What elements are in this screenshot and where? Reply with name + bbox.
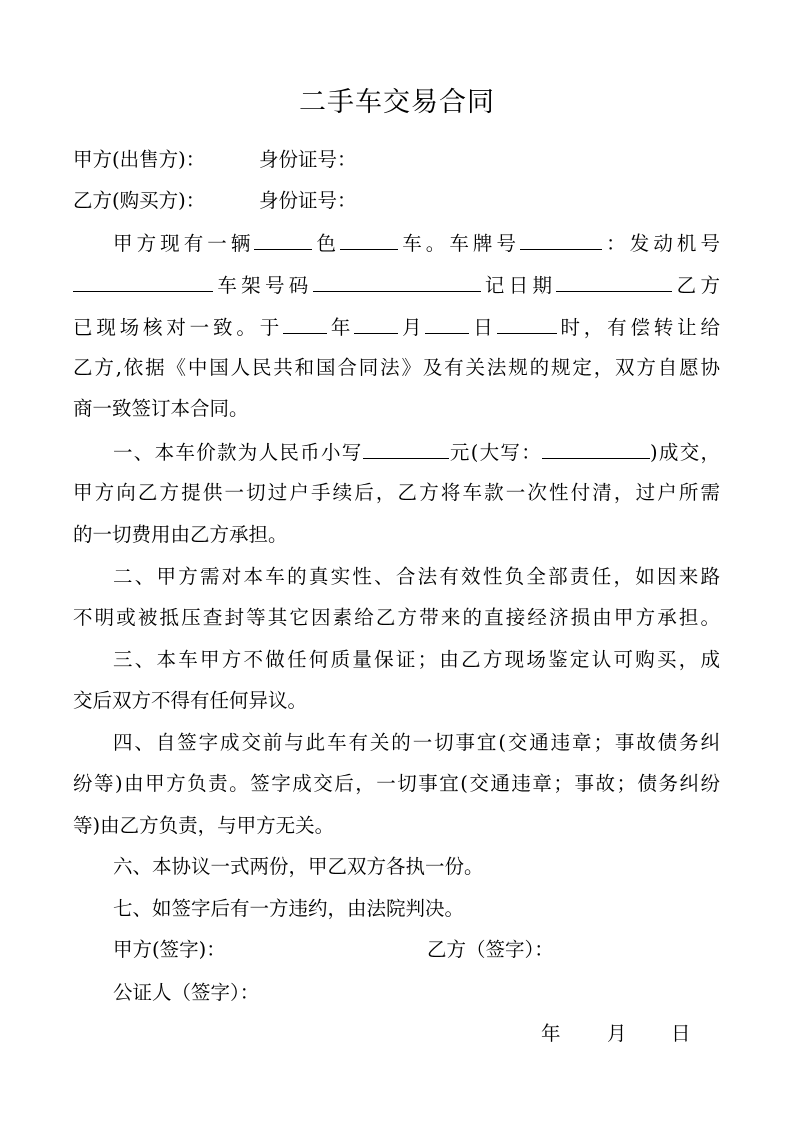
clause-2-line-2: 不明或被抵压查封等其它因素给乙方带来的直接经济损由甲方承担。 bbox=[73, 606, 720, 629]
intro-line-5: 商一致签订本合同。 bbox=[73, 397, 249, 420]
text: 车架号码 bbox=[213, 274, 313, 297]
registration-date-blank[interactable] bbox=[556, 271, 672, 292]
clause-1-line-3: 的一切费用由乙方承担。 bbox=[73, 523, 288, 546]
text: 月 bbox=[398, 316, 426, 339]
signature-line bbox=[73, 937, 720, 963]
hour-blank[interactable] bbox=[497, 313, 557, 334]
document-title: 二手车交易合同 bbox=[299, 87, 495, 118]
text: 甲方现有一辆 bbox=[113, 232, 255, 255]
date-day-label: 日 bbox=[671, 1022, 691, 1045]
text: 已现场核对一致。于 bbox=[73, 316, 284, 339]
day-blank[interactable] bbox=[425, 313, 469, 334]
text: 色 bbox=[312, 232, 341, 255]
text: 日 bbox=[469, 316, 497, 339]
text: ：发动机号 bbox=[602, 232, 720, 255]
party-b-label: 乙方(购买方)： bbox=[73, 189, 206, 212]
intro-line-2 bbox=[73, 271, 720, 299]
party-a-label: 甲方(出售方)： bbox=[73, 148, 206, 171]
party-a-id-label: 身份证号： bbox=[259, 148, 357, 171]
party-b-signature-label: 乙方（签字）： bbox=[427, 938, 554, 961]
clause-7: 七、如签字后有一方违约，由法院判决。 bbox=[113, 897, 465, 920]
clause-1-line-2: 甲方向乙方提供一切过户手续后，乙方将车款一次性付清，过户所需 bbox=[73, 481, 720, 504]
price-figures-blank[interactable] bbox=[363, 438, 449, 459]
clause-3-line-1: 三、本车甲方不做任何质量保证；由乙方现场鉴定认可购买，成 bbox=[113, 648, 720, 671]
text: 时，有偿转让给 bbox=[556, 316, 720, 339]
party-b-id-label: 身份证号： bbox=[259, 189, 357, 212]
text: 年 bbox=[327, 316, 355, 339]
clause-6: 六、本协议一式两份，甲乙双方各执一份。 bbox=[113, 855, 484, 878]
intro-line-4: 乙方,依据《中国人民共和国合同法》及有关法规的规定，双方自愿协 bbox=[73, 356, 720, 379]
text: 一、本车价款为人民币小写 bbox=[113, 441, 363, 464]
date-month-label: 月 bbox=[607, 1022, 627, 1045]
clause-4-line-2: 纷等)由甲方负责。签字成交后，一切事宜(交通违章；事故；债务纠纷 bbox=[73, 772, 720, 795]
plate-blank[interactable] bbox=[520, 229, 602, 250]
year-blank[interactable] bbox=[283, 313, 327, 334]
engine-number-blank[interactable] bbox=[73, 271, 213, 292]
model-blank[interactable] bbox=[340, 229, 398, 250]
month-blank[interactable] bbox=[354, 313, 398, 334]
text: 乙方 bbox=[672, 274, 720, 297]
clause-2-line-1: 二、甲方需对本车的真实性、合法有效性负全部责任，如因来路 bbox=[113, 565, 720, 588]
intro-line-3 bbox=[73, 313, 720, 341]
text: 车。车牌号 bbox=[398, 232, 521, 255]
intro-line-1 bbox=[73, 229, 720, 257]
clause-1-line-1 bbox=[73, 438, 720, 466]
text: 元(大写： bbox=[448, 441, 542, 464]
party-a-line bbox=[73, 147, 720, 173]
price-words-blank[interactable] bbox=[542, 438, 650, 459]
color-blank[interactable] bbox=[254, 229, 312, 250]
party-b-line bbox=[73, 188, 720, 214]
notary-signature-label: 公证人（签字）： bbox=[113, 981, 260, 1004]
clause-4-line-3: 等)由乙方负责，与甲方无关。 bbox=[73, 814, 335, 837]
party-a-signature-label: 甲方(签字)： bbox=[113, 938, 226, 961]
text: )成交， bbox=[650, 441, 721, 464]
vin-blank[interactable] bbox=[313, 271, 481, 292]
clause-4-line-1: 四、自签字成交前与此车有关的一切事宜(交通违章；事故债务纠 bbox=[113, 731, 720, 754]
date-year-label: 年 bbox=[541, 1022, 561, 1045]
text: 记日期 bbox=[480, 274, 557, 297]
clause-3-line-2: 交后双方不得有任何异议。 bbox=[73, 689, 308, 712]
